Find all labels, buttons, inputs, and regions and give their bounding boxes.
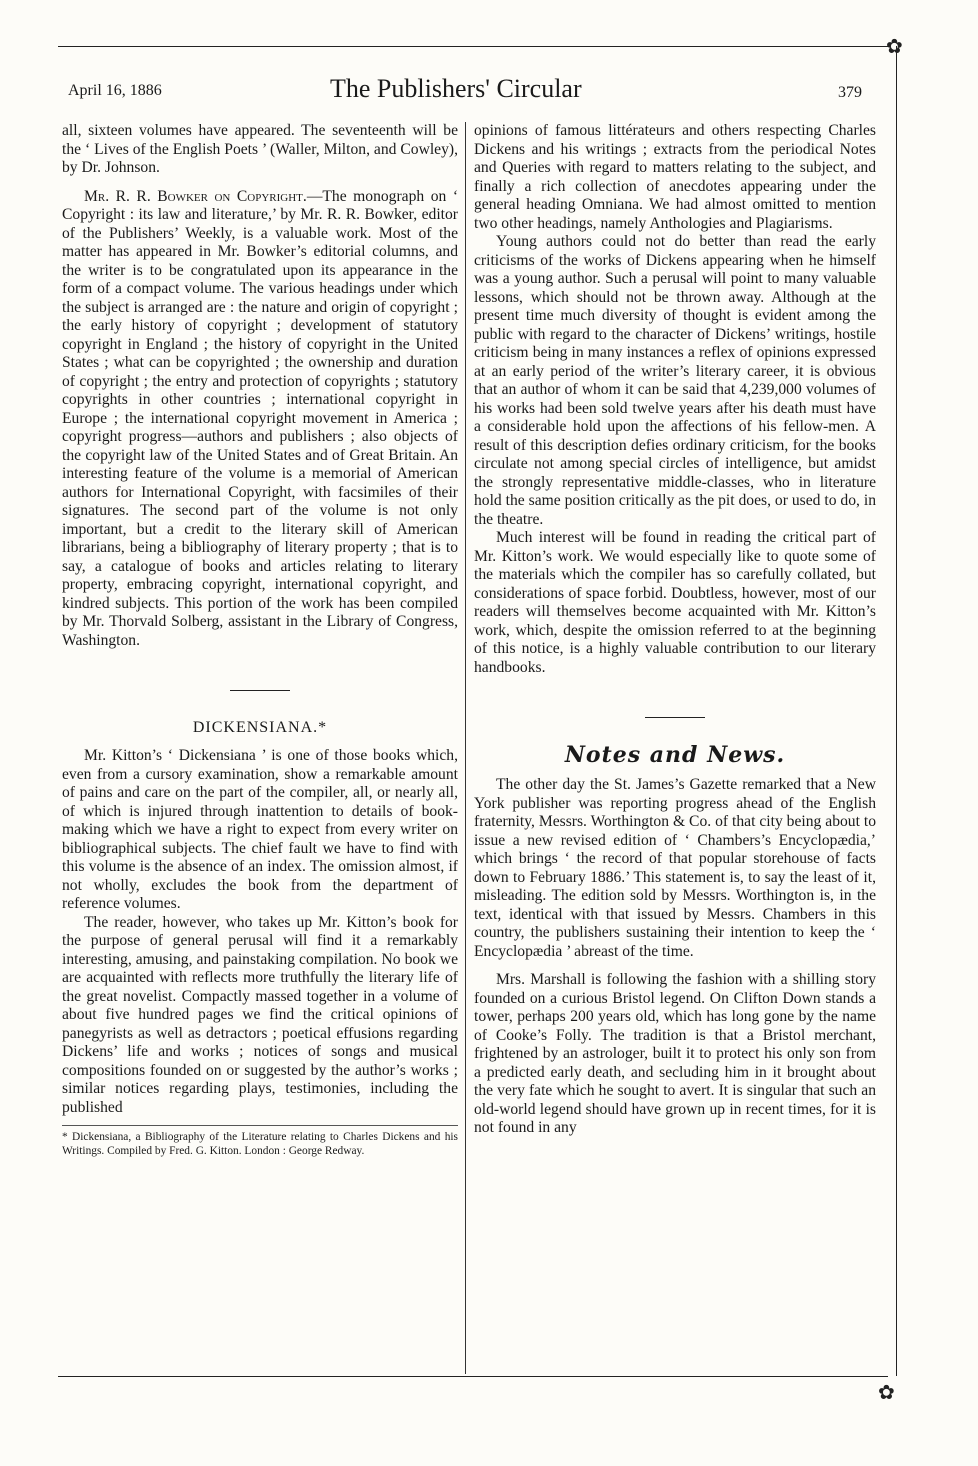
top-rule: [58, 46, 888, 47]
section-heading: Notes and News.: [564, 741, 786, 768]
paragraph: all, sixteen volumes have appeared. The seventeenth will be the ‘ Lives of the English Poets ’ (Waller, Milton, and Cowley), by Dr. Johnson.: [62, 122, 458, 176]
paragraph: Young authors could not do better than read the early criticisms of the works of Dickens appearing when he himself was a young author. Such a perusal will point to many valuable lessons, which should not be thrown away. Although at the present time much diversity of thought is evident among the public with regard to the character of Dickens’ writings, hostile criticism being in many instances a reflex of opinions expressed at an early period of the writer’s literary career, it is obvious that an author of whom it can be said that 4,239,000 volumes of his works had been sold twelve years after his death must have a considerable hold upon the affections of his fellow-men. A result of this description defies ordinary criticism, for the books circulate not among special circles of intelligence, but amidst the strongly representative middle-classes, who in literature hold the same position critically as the pit does, or used to do, in the theatre.: [474, 233, 876, 528]
bottom-rule: [58, 1376, 888, 1377]
paragraph: The reader, however, who takes up Mr. Kitton’s book for the purpose of general perusal will find it a remarkably interesting, amusing, and painstaking compilation. No book we are acquainted with reflects more truthfully the literary life of the great novelist. Compactly massed together in a volume of about five hundred pages we find the critical opinions of panegyrists as well as detractors ; poetical effusions regarding Dickens’ life and works ; notices of songs and musical compositions founded on or suggested by the author’s works ; similar notices regarding plays, testimonies, including the published: [62, 913, 458, 1116]
section-divider: [62, 680, 458, 699]
right-rule: [896, 46, 897, 1376]
column-divider: [465, 122, 466, 1374]
ornament-icon: ✿: [886, 34, 903, 58]
paragraph: Much interest will be found in reading the critical part of Mr. Kitton’s work. We would especially like to quote some of the materials which the compiler has so carefully collated, but considerations of space forbid. Doubtless, however, most of our readers will themselves become acquainted with Mr. Kitton’s work, which, despite the omission referred to at the beginning of this notice, is a highly valuable contribution to our literary handbooks.: [474, 529, 876, 676]
publication-title: The Publishers' Circular: [330, 74, 582, 103]
paragraph: The other day the St. James’s Gazette remarked that a New York publisher was reporting progress ahead of the English fraternity, Messrs. Worthington & Co. of that city being about to issue a new revised edition of ‘ Chambers’s Encyclopædia,’ which brings ‘ the record of that popular storehouse of facts down to February 1886.’ This statement is, to say the least of it, misleading. The edition sold by Messrs. Worthington is, in the text, identical with that issued by Messrs. Chambers in this country, the publishers sustaining their intention to keep the ‘ Encyclopædia ’ abreast of the time.: [474, 776, 876, 960]
run-in-heading: Mr. R. R. Bowker on Copyright.: [84, 187, 307, 205]
paragraph-text: —The monograph on ‘ Copyright : its law and literature,’ by Mr. R. R. Bowker, editor of the Publishers’ Weekly, is a valuable work. Most of the matter has appeared in Mr. Bowker’s editorial columns, and the writer is to be congratulated upon its appearance in the form of a compact volume. The various headings under which the subject is arranged are : the nature and origin of copyright ; the early history of copyright ; development of statutory copyright in England ; the history of copyright in the United States ; what can be copyrighted ; the ownership and duration of copyright ; the entry and protection of copyrights ; statutory copyrights in other countries ; international copyright in Europe ; the international copyright movement in America ; copyright progress—authors and publishers ; also objects of the copyright law of the United States and of Great Britain. An interesting feature of the volume is a memorial of American authors for International Copyright, with facsimiles of their signatures. The second part of the volume is not only important, but a credit to the literary skill of American librarians, being a bibliography of literary property ; that is to say, a catalogue of books and articles relating to literary property, embracing copyright, international copyright, and kindred subjects. This portion of the work has been compiled by Mr. Thorvald Solberg, assistant in the Library of Congress, Washington.: [62, 187, 459, 649]
bowker-paragraph: [62, 188, 458, 651]
ornament-icon: ✿: [878, 1380, 895, 1404]
section-title: DICKENSIANA.*: [192, 718, 328, 736]
paragraph: Mr. Kitton’s ‘ Dickensiana ’ is one of those books which, even from a cursory examination, show a remarkable amount of pains and care on the part of the compiler, all, or nearly all, of which is injured through inattention to details of book-making which we have a right to expect from every writer on bibliographical subjects. The chief fault we have to find with this volume is the absence of an index. The omission almost, if not wholly, excludes the book from the department of reference volumes.: [62, 747, 458, 912]
right-column: [474, 122, 876, 1138]
footnote: * Dickensiana, a Bibliography of the Literature relating to Charles Dickens and his Writings. Compiled by Fred. G. Kitton. London : George Redway.: [62, 1125, 458, 1158]
issue-date: April 16, 1886: [68, 82, 162, 99]
section-divider: [474, 707, 876, 726]
paragraph: Mrs. Marshall is following the fashion with a shilling story founded on a curious Bristol legend. On Clifton Down stands a tower, perhaps 200 years old, which has long gone by the name of Cooke’s Folly. The tradition is that a Bristol merchant, frightened by an astrologer, built it to protect his only son from a predicted early death, and secluding him in it brought about the very fate which he sought to avert. It is singular that such an old-world legend should have grown up in recent times, for it is not found in any: [474, 971, 876, 1136]
page-header: [68, 74, 894, 110]
page-number: 379: [838, 84, 862, 101]
left-column: [62, 122, 458, 1158]
paragraph: opinions of famous littérateurs and others respecting Charles Dickens and his writings ; extracts from the periodical Notes and Queries with regard to matters relating to the subject, and finally a rich collection of anecdotes appearing under the general heading Omniana. We had almost omitted to mention two other headings, namely Anthologies and Plagiarisms.: [474, 122, 876, 232]
